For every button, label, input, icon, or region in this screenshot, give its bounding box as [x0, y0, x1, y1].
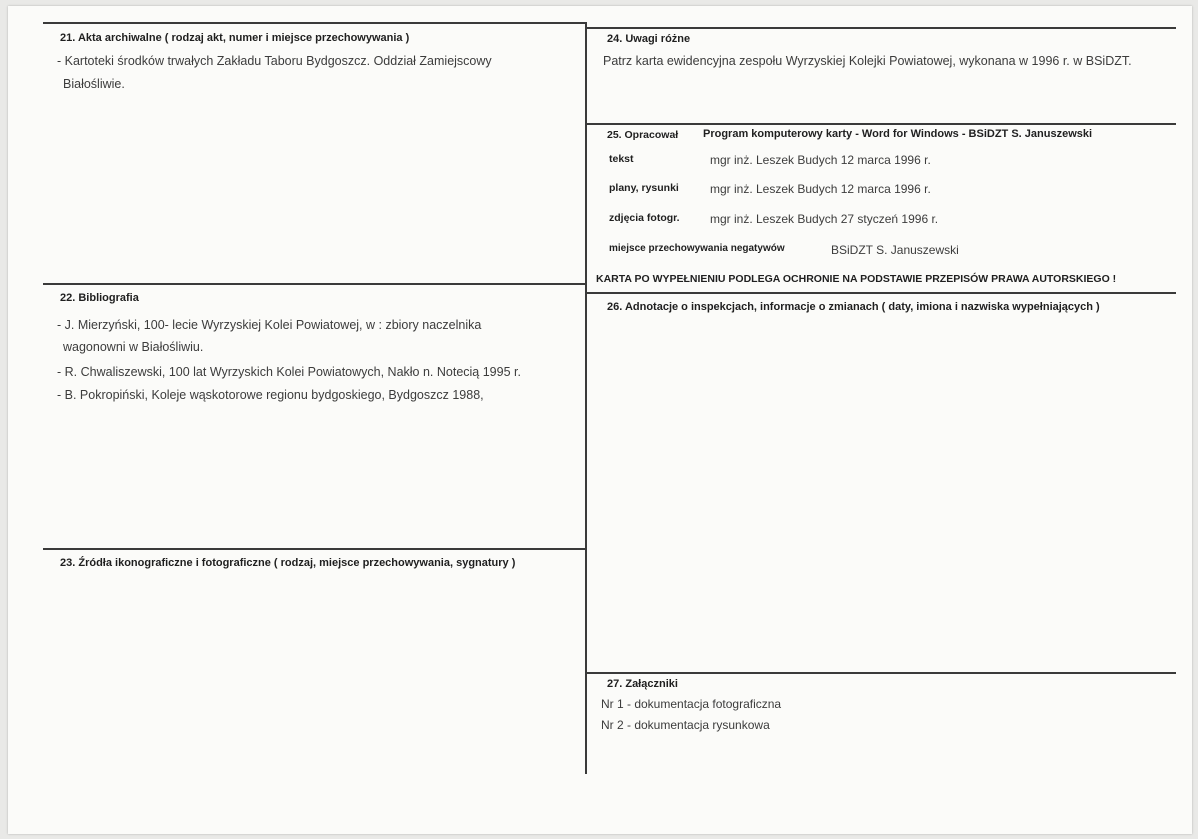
divider-top-right [587, 27, 1176, 29]
section-25-title: 25. Opracował [607, 129, 679, 141]
divider-top-left [43, 22, 586, 24]
bibliography-item-1-cont: wagonowni w Białośliwiu. [63, 340, 204, 354]
divider-vertical [585, 22, 587, 774]
divider-s25-s26 [587, 292, 1176, 294]
divider-s24-s25 [587, 123, 1176, 125]
divider-s26-s27 [587, 672, 1176, 674]
section-21-line-1: - Kartoteki środków trwałych Zakładu Taboru Bydgoszcz. Oddział Zamiejscowy [57, 54, 492, 68]
author-value-plans: mgr inż. Leszek Budych 12 marca 1996 r. [710, 182, 931, 196]
program-info: Program komputerowy karty - Word for Windows - BSiDZT S. Januszewski [703, 128, 1093, 140]
section-26-title: 26. Adnotacje o inspekcjach, informacje o zmianach ( daty, imiona i nazwiska wypełniających ) [607, 301, 1100, 313]
author-value-photos: mgr inż. Leszek Budych 27 styczeń 1996 r. [710, 212, 939, 226]
copyright-notice: KARTA PO WYPEŁNIENIU PODLEGA OCHRONIE NA PODSTAWIE PRZEPISÓW PRAWA AUTORSKIEGO ! [596, 273, 1117, 285]
section-24-text: Patrz karta ewidencyjna zespołu Wyrzyskiej Kolejki Powiatowej, wykonana w 1996 r. w BSiDZT. [603, 54, 1132, 68]
bibliography-item-3: - B. Pokropiński, Koleje wąskotorowe regionu bydgoskiego, Bydgoszcz 1988, [57, 388, 484, 402]
author-label-plans: plany, rysunki [609, 182, 679, 194]
section-21-line-2: Białośliwie. [63, 77, 125, 91]
negatives-location-value: BSiDZT S. Januszewski [831, 243, 959, 257]
attachment-item-1: Nr 1 - dokumentacja fotograficzna [601, 697, 782, 711]
bibliography-item-2: - R. Chwaliszewski, 100 lat Wyrzyskich Kolei Powiatowych, Nakło n. Notecią 1995 r. [57, 365, 521, 379]
section-27-title: 27. Załączniki [607, 678, 678, 690]
bibliography-item-1: - J. Mierzyński, 100- lecie Wyrzyskiej Kolei Powiatowej, w : zbiory naczelnika [57, 318, 482, 332]
section-23-title: 23. Źródła ikonograficzne i fotograficzne ( rodzaj, miejsce przechowywania, sygnatury ) [60, 557, 516, 569]
attachment-item-2: Nr 2 - dokumentacja rysunkowa [601, 718, 770, 732]
author-label-photos: zdjęcia fotogr. [609, 212, 680, 224]
section-22-title: 22. Bibliografia [60, 292, 139, 304]
negatives-location-label: miejsce przechowywania negatywów [609, 243, 785, 254]
author-label-text: tekst [609, 153, 634, 165]
section-21-title: 21. Akta archiwalne ( rodzaj akt, numer i miejsce przechowywania ) [60, 32, 410, 44]
section-24-title: 24. Uwagi różne [607, 33, 691, 45]
divider-s21-s22 [43, 283, 586, 285]
divider-s22-s23 [43, 548, 586, 550]
author-value-text: mgr inż. Leszek Budych 12 marca 1996 r. [710, 153, 931, 167]
